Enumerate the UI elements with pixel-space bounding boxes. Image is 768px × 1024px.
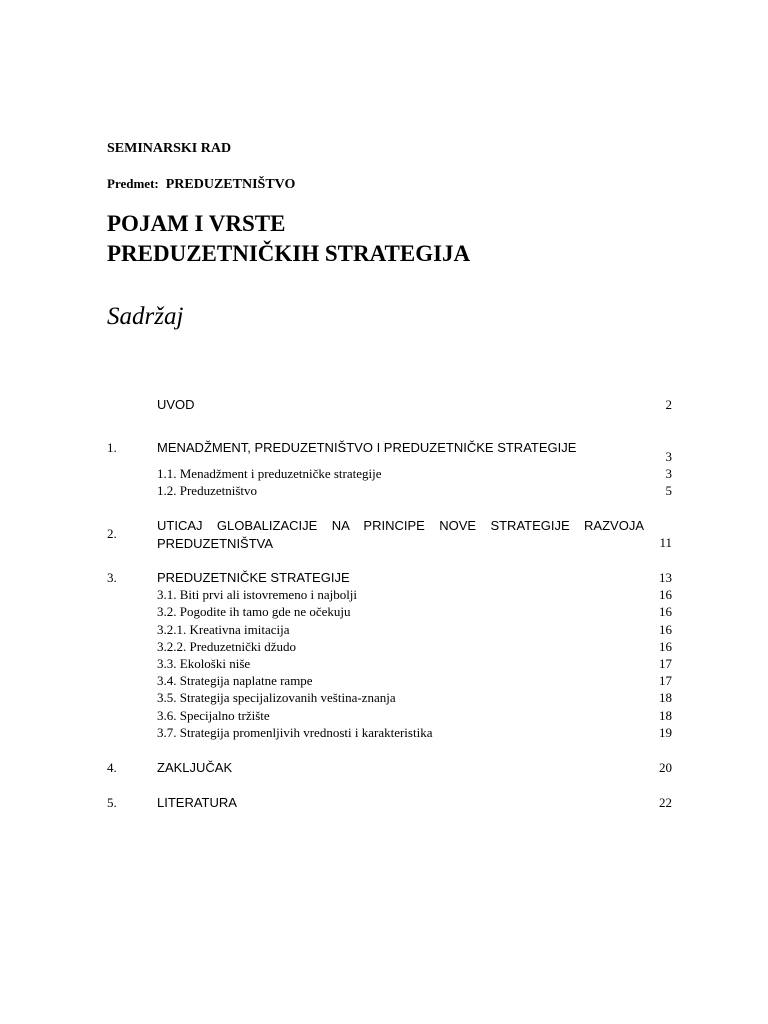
toc-entry-number: 1.	[107, 440, 117, 455]
document-type: SEMINARSKI RAD	[107, 141, 232, 156]
toc-entry-title: UTICAJ GLOBALIZACIJE NA PRINCIPE NOVE STRATEGIJE RAZVOJA PREDUZETNIŠTVA	[157, 518, 644, 551]
toc-entry-page: 16	[659, 604, 672, 619]
toc-entry-page: 17	[659, 656, 672, 671]
toc-entry-title: MENADŽMENT, PREDUZETNIŠTVO I PREDUZETNIČKE STRATEGIJE	[157, 440, 577, 455]
toc-subentry-title: 3.1. Biti prvi ali istovremeno i najbolji	[157, 587, 358, 602]
toc-subentry-title: 3.3. Ekološki niše	[157, 656, 251, 671]
toc-entry-page: 16	[659, 639, 672, 654]
toc-entry-number: 3.	[107, 570, 117, 585]
title-line-2: PREDUZETNIČKIH STRATEGIJA	[107, 241, 471, 266]
toc-entry-page: 22	[659, 795, 672, 810]
toc-entry-page: 11	[659, 535, 672, 550]
toc-subentry-title: 3.2.1. Kreativna imitacija	[157, 622, 290, 637]
toc-entry-title: UVOD	[157, 397, 195, 412]
toc-subentry-title: 3.7. Strategija promenljivih vrednosti i karakteristika	[157, 725, 433, 740]
toc-entry-page: 5	[665, 483, 672, 498]
toc-subentry-title: 1.1. Menadžment i preduzetničke strategije	[157, 466, 382, 481]
toc-subentry-title: 3.6. Specijalno tržište	[157, 708, 270, 723]
toc-entry-page: 2	[665, 397, 672, 412]
toc-entry-page: 13	[659, 570, 672, 585]
toc-entry-page: 20	[659, 760, 672, 775]
toc-entry-number: 2.	[107, 526, 117, 541]
subject-value: PREDUZETNIŠTVO	[165, 177, 296, 192]
toc-subentry-title: 3.5. Strategija specijalizovanih veština-znanja	[157, 690, 396, 705]
toc-entry-page: 16	[659, 622, 672, 637]
toc-entry-number: 5.	[107, 795, 117, 810]
toc-entry-title: LITERATURA	[157, 795, 237, 810]
toc-entry-page: 16	[659, 587, 672, 602]
toc-subentry-title: 3.2.2. Preduzetnički džudo	[157, 639, 296, 654]
toc-entry-page: 17	[659, 673, 672, 688]
toc-entry-page: 18	[659, 708, 672, 723]
subject-label: Predmet:	[107, 176, 159, 191]
toc-subentry-title: 3.4. Strategija naplatne rampe	[157, 673, 313, 688]
toc-subentry-title: 1.2. Preduzetništvo	[157, 483, 258, 498]
toc-entry-page: 19	[659, 725, 672, 740]
toc-entry-title: PREDUZETNIČKE STRATEGIJE	[157, 570, 350, 585]
toc-heading: Sadržaj	[107, 303, 184, 330]
toc-entry-title: ZAKLJUČAK	[157, 760, 233, 775]
title-line-1: POJAM I VRSTE	[107, 211, 286, 236]
toc-entry-page: 18	[659, 690, 672, 705]
toc-entry-number: 4.	[107, 760, 117, 775]
toc-entry-page: 3	[665, 466, 672, 481]
toc-entry-page: 3	[665, 449, 672, 464]
toc-subentry-title: 3.2. Pogodite ih tamo gde ne očekuju	[157, 604, 351, 619]
